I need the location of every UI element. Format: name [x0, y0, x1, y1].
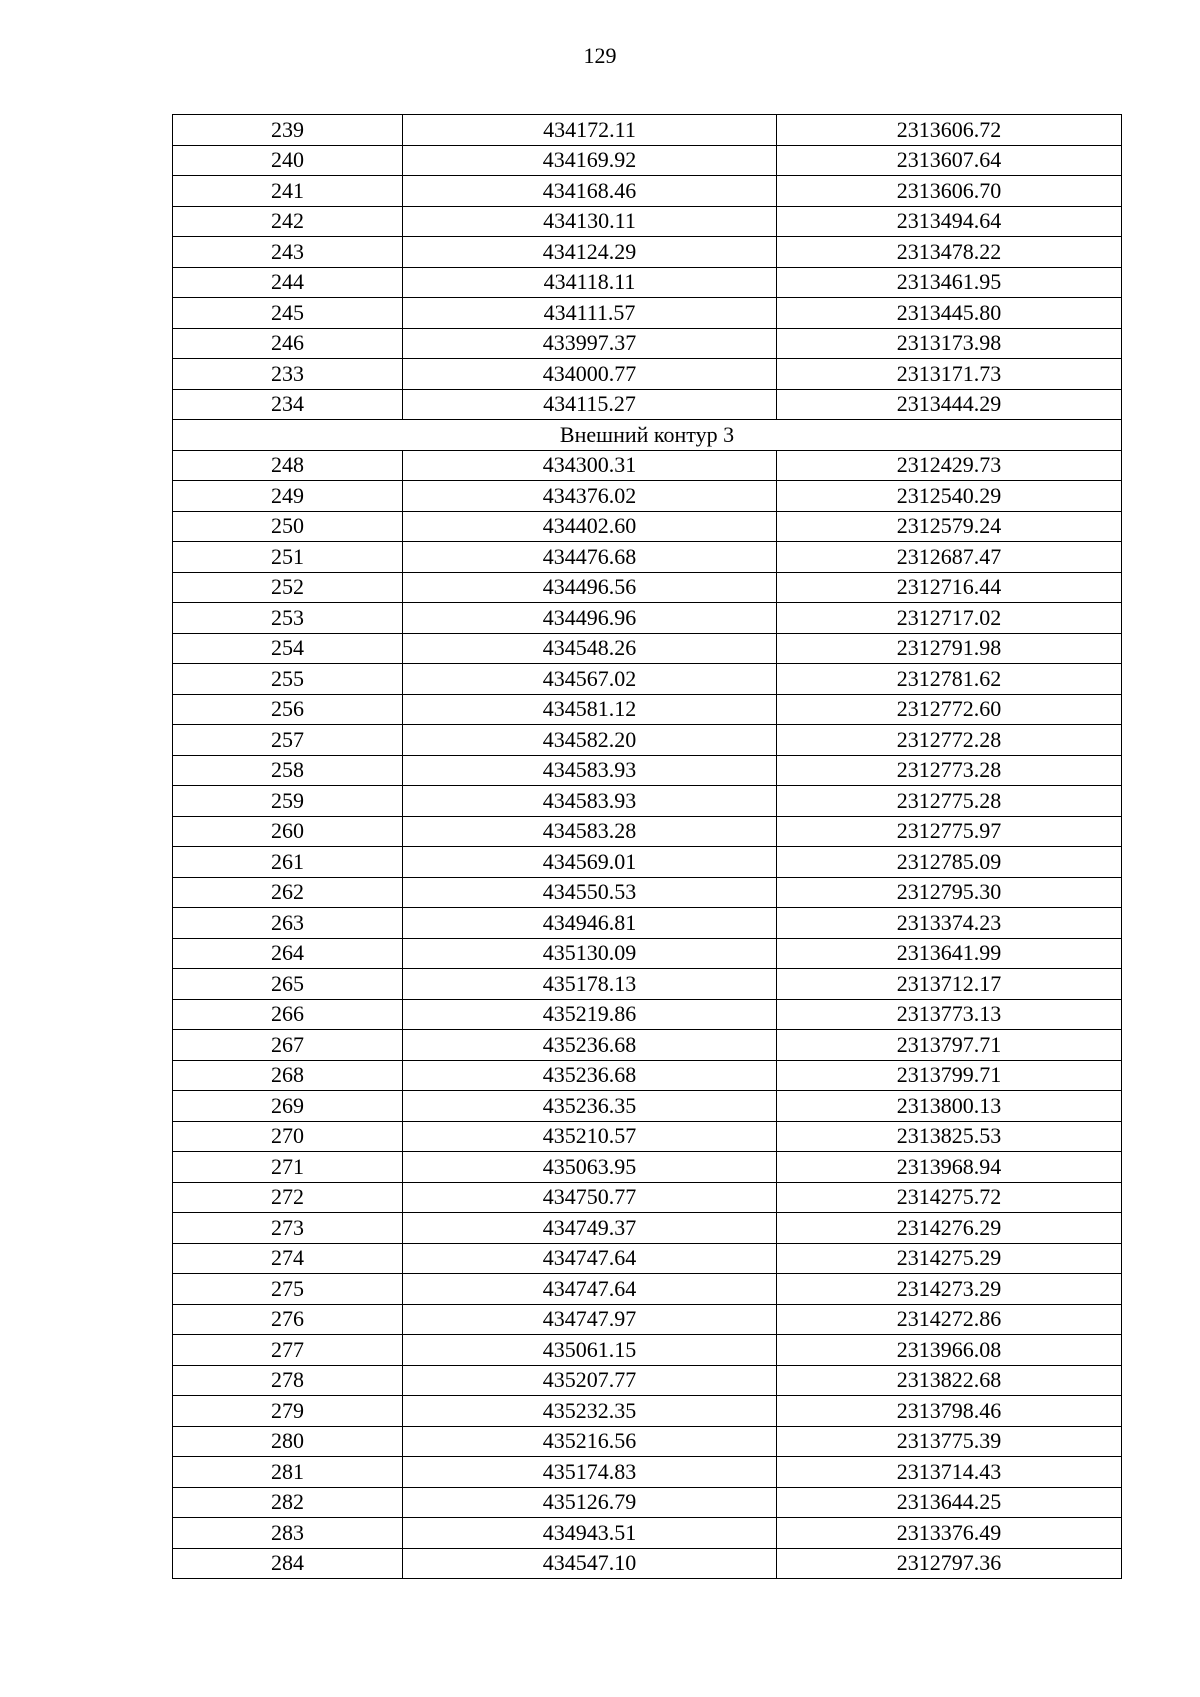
point-number-cell: 258 — [173, 755, 403, 786]
point-number-cell: 250 — [173, 511, 403, 542]
x-coordinate-cell: 434749.37 — [403, 1213, 777, 1244]
table-body-after-section — [173, 450, 1122, 1579]
x-coordinate-cell: 435126.79 — [403, 1487, 777, 1518]
table-row — [173, 145, 1122, 176]
y-coordinate-cell: 2313641.99 — [777, 938, 1122, 969]
y-coordinate-cell: 2313822.68 — [777, 1365, 1122, 1396]
table-row — [173, 816, 1122, 847]
y-coordinate-cell: 2313712.17 — [777, 969, 1122, 1000]
table-row — [173, 1335, 1122, 1366]
x-coordinate-cell: 435219.86 — [403, 999, 777, 1030]
table-row — [173, 1365, 1122, 1396]
y-coordinate-cell: 2312716.44 — [777, 572, 1122, 603]
point-number-cell: 262 — [173, 877, 403, 908]
x-coordinate-cell: 434550.53 — [403, 877, 777, 908]
point-number-cell: 266 — [173, 999, 403, 1030]
y-coordinate-cell: 2313775.39 — [777, 1426, 1122, 1457]
section-title: Внешний контур 3 — [173, 420, 1122, 451]
x-coordinate-cell: 435216.56 — [403, 1426, 777, 1457]
y-coordinate-cell: 2313171.73 — [777, 359, 1122, 390]
point-number-cell: 277 — [173, 1335, 403, 1366]
point-number-cell: 253 — [173, 603, 403, 634]
page-number: 129 — [583, 43, 617, 68]
point-number-cell: 239 — [173, 115, 403, 146]
table-row — [173, 1030, 1122, 1061]
point-number-cell: 263 — [173, 908, 403, 939]
point-number-cell: 260 — [173, 816, 403, 847]
table-row — [173, 1182, 1122, 1213]
table-row — [173, 755, 1122, 786]
point-number-cell: 242 — [173, 206, 403, 237]
table-row — [173, 1274, 1122, 1305]
point-number-cell: 249 — [173, 481, 403, 512]
table-row — [173, 237, 1122, 268]
y-coordinate-cell: 2313800.13 — [777, 1091, 1122, 1122]
point-number-cell: 271 — [173, 1152, 403, 1183]
x-coordinate-cell: 435178.13 — [403, 969, 777, 1000]
point-number-cell: 264 — [173, 938, 403, 969]
x-coordinate-cell: 434946.81 — [403, 908, 777, 939]
table-row — [173, 481, 1122, 512]
y-coordinate-cell: 2312795.30 — [777, 877, 1122, 908]
x-coordinate-cell: 435236.35 — [403, 1091, 777, 1122]
x-coordinate-cell: 434567.02 — [403, 664, 777, 695]
table-row — [173, 298, 1122, 329]
table-row — [173, 1518, 1122, 1549]
table-row — [173, 1243, 1122, 1274]
point-number-cell: 254 — [173, 633, 403, 664]
x-coordinate-cell: 434476.68 — [403, 542, 777, 573]
coordinates-table — [172, 114, 1122, 1579]
table-row — [173, 1152, 1122, 1183]
x-coordinate-cell: 434582.20 — [403, 725, 777, 756]
x-coordinate-cell: 435063.95 — [403, 1152, 777, 1183]
x-coordinate-cell: 434169.92 — [403, 145, 777, 176]
y-coordinate-cell: 2312797.36 — [777, 1548, 1122, 1579]
point-number-cell: 256 — [173, 694, 403, 725]
x-coordinate-cell: 434583.93 — [403, 786, 777, 817]
point-number-cell: 283 — [173, 1518, 403, 1549]
x-coordinate-cell: 435174.83 — [403, 1457, 777, 1488]
table-row — [173, 359, 1122, 390]
point-number-cell: 272 — [173, 1182, 403, 1213]
x-coordinate-cell: 434300.31 — [403, 450, 777, 481]
table-row — [173, 938, 1122, 969]
point-number-cell: 278 — [173, 1365, 403, 1396]
y-coordinate-cell: 2314275.29 — [777, 1243, 1122, 1274]
table-row — [173, 1091, 1122, 1122]
y-coordinate-cell: 2313607.64 — [777, 145, 1122, 176]
point-number-cell: 257 — [173, 725, 403, 756]
point-number-cell: 276 — [173, 1304, 403, 1335]
table-row — [173, 115, 1122, 146]
point-number-cell: 244 — [173, 267, 403, 298]
point-number-cell: 274 — [173, 1243, 403, 1274]
table-row — [173, 206, 1122, 237]
x-coordinate-cell: 434750.77 — [403, 1182, 777, 1213]
point-number-cell: 241 — [173, 176, 403, 207]
point-number-cell: 259 — [173, 786, 403, 817]
y-coordinate-cell: 2312773.28 — [777, 755, 1122, 786]
table-row — [173, 969, 1122, 1000]
point-number-cell: 261 — [173, 847, 403, 878]
x-coordinate-cell: 434376.02 — [403, 481, 777, 512]
table-row — [173, 999, 1122, 1030]
table-row — [173, 1396, 1122, 1427]
point-number-cell: 281 — [173, 1457, 403, 1488]
point-number-cell: 251 — [173, 542, 403, 573]
x-coordinate-cell: 434548.26 — [403, 633, 777, 664]
point-number-cell: 252 — [173, 572, 403, 603]
y-coordinate-cell: 2313798.46 — [777, 1396, 1122, 1427]
y-coordinate-cell: 2312785.09 — [777, 847, 1122, 878]
point-number-cell: 284 — [173, 1548, 403, 1579]
x-coordinate-cell: 435130.09 — [403, 938, 777, 969]
point-number-cell: 270 — [173, 1121, 403, 1152]
y-coordinate-cell: 2313714.43 — [777, 1457, 1122, 1488]
y-coordinate-cell: 2313374.23 — [777, 908, 1122, 939]
y-coordinate-cell: 2313797.71 — [777, 1030, 1122, 1061]
y-coordinate-cell: 2314272.86 — [777, 1304, 1122, 1335]
x-coordinate-cell: 434124.29 — [403, 237, 777, 268]
table-row — [173, 511, 1122, 542]
point-number-cell: 279 — [173, 1396, 403, 1427]
table-section-header-body — [173, 420, 1122, 451]
y-coordinate-cell: 2313376.49 — [777, 1518, 1122, 1549]
y-coordinate-cell: 2313644.25 — [777, 1487, 1122, 1518]
table-row — [173, 1121, 1122, 1152]
x-coordinate-cell: 435236.68 — [403, 1060, 777, 1091]
x-coordinate-cell: 435232.35 — [403, 1396, 777, 1427]
table-row — [173, 1213, 1122, 1244]
y-coordinate-cell: 2313444.29 — [777, 389, 1122, 420]
point-number-cell: 282 — [173, 1487, 403, 1518]
table-row — [173, 786, 1122, 817]
table-row — [173, 633, 1122, 664]
section-header-row — [173, 420, 1122, 451]
point-number-cell: 233 — [173, 359, 403, 390]
x-coordinate-cell: 434402.60 — [403, 511, 777, 542]
x-coordinate-cell: 435061.15 — [403, 1335, 777, 1366]
y-coordinate-cell: 2313773.13 — [777, 999, 1122, 1030]
table-row — [173, 389, 1122, 420]
x-coordinate-cell: 434496.56 — [403, 572, 777, 603]
point-number-cell: 273 — [173, 1213, 403, 1244]
point-number-cell: 246 — [173, 328, 403, 359]
y-coordinate-cell: 2312775.97 — [777, 816, 1122, 847]
y-coordinate-cell: 2313606.72 — [777, 115, 1122, 146]
x-coordinate-cell: 434115.27 — [403, 389, 777, 420]
y-coordinate-cell: 2313968.94 — [777, 1152, 1122, 1183]
y-coordinate-cell: 2312540.29 — [777, 481, 1122, 512]
x-coordinate-cell: 434000.77 — [403, 359, 777, 390]
y-coordinate-cell: 2313461.95 — [777, 267, 1122, 298]
table-row — [173, 908, 1122, 939]
table-row — [173, 1457, 1122, 1488]
x-coordinate-cell: 433997.37 — [403, 328, 777, 359]
table-row — [173, 877, 1122, 908]
y-coordinate-cell: 2313799.71 — [777, 1060, 1122, 1091]
x-coordinate-cell: 434496.96 — [403, 603, 777, 634]
table-row — [173, 1304, 1122, 1335]
point-number-cell: 240 — [173, 145, 403, 176]
point-number-cell: 245 — [173, 298, 403, 329]
table-body-before-section — [173, 115, 1122, 420]
table-row — [173, 1548, 1122, 1579]
point-number-cell: 268 — [173, 1060, 403, 1091]
x-coordinate-cell: 434168.46 — [403, 176, 777, 207]
y-coordinate-cell: 2312429.73 — [777, 450, 1122, 481]
table-row — [173, 1060, 1122, 1091]
table-row — [173, 450, 1122, 481]
x-coordinate-cell: 434569.01 — [403, 847, 777, 878]
x-coordinate-cell: 434747.97 — [403, 1304, 777, 1335]
x-coordinate-cell: 434118.11 — [403, 267, 777, 298]
y-coordinate-cell: 2313966.08 — [777, 1335, 1122, 1366]
table-row — [173, 542, 1122, 573]
y-coordinate-cell: 2313445.80 — [777, 298, 1122, 329]
y-coordinate-cell: 2312772.28 — [777, 725, 1122, 756]
table-row — [173, 176, 1122, 207]
table-row — [173, 603, 1122, 634]
point-number-cell: 275 — [173, 1274, 403, 1305]
table-row — [173, 694, 1122, 725]
y-coordinate-cell: 2312791.98 — [777, 633, 1122, 664]
y-coordinate-cell: 2312775.28 — [777, 786, 1122, 817]
y-coordinate-cell: 2313606.70 — [777, 176, 1122, 207]
x-coordinate-cell: 434172.11 — [403, 115, 777, 146]
y-coordinate-cell: 2314275.72 — [777, 1182, 1122, 1213]
table-row — [173, 1426, 1122, 1457]
y-coordinate-cell: 2313494.64 — [777, 206, 1122, 237]
x-coordinate-cell: 434581.12 — [403, 694, 777, 725]
table-row — [173, 725, 1122, 756]
y-coordinate-cell: 2314276.29 — [777, 1213, 1122, 1244]
x-coordinate-cell: 435207.77 — [403, 1365, 777, 1396]
point-number-cell: 248 — [173, 450, 403, 481]
y-coordinate-cell: 2313825.53 — [777, 1121, 1122, 1152]
table-row — [173, 328, 1122, 359]
point-number-cell: 269 — [173, 1091, 403, 1122]
y-coordinate-cell: 2313173.98 — [777, 328, 1122, 359]
table-row — [173, 664, 1122, 695]
point-number-cell: 280 — [173, 1426, 403, 1457]
x-coordinate-cell: 434943.51 — [403, 1518, 777, 1549]
table-row — [173, 847, 1122, 878]
table-row — [173, 1487, 1122, 1518]
y-coordinate-cell: 2312781.62 — [777, 664, 1122, 695]
y-coordinate-cell: 2312687.47 — [777, 542, 1122, 573]
x-coordinate-cell: 435210.57 — [403, 1121, 777, 1152]
x-coordinate-cell: 434111.57 — [403, 298, 777, 329]
x-coordinate-cell: 434583.28 — [403, 816, 777, 847]
x-coordinate-cell: 434747.64 — [403, 1274, 777, 1305]
x-coordinate-cell: 434547.10 — [403, 1548, 777, 1579]
y-coordinate-cell: 2313478.22 — [777, 237, 1122, 268]
y-coordinate-cell: 2314273.29 — [777, 1274, 1122, 1305]
point-number-cell: 265 — [173, 969, 403, 1000]
point-number-cell: 267 — [173, 1030, 403, 1061]
y-coordinate-cell: 2312717.02 — [777, 603, 1122, 634]
table-row — [173, 572, 1122, 603]
x-coordinate-cell: 434583.93 — [403, 755, 777, 786]
x-coordinate-cell: 434747.64 — [403, 1243, 777, 1274]
table-row — [173, 267, 1122, 298]
point-number-cell: 243 — [173, 237, 403, 268]
y-coordinate-cell: 2312579.24 — [777, 511, 1122, 542]
x-coordinate-cell: 434130.11 — [403, 206, 777, 237]
x-coordinate-cell: 435236.68 — [403, 1030, 777, 1061]
point-number-cell: 255 — [173, 664, 403, 695]
point-number-cell: 234 — [173, 389, 403, 420]
y-coordinate-cell: 2312772.60 — [777, 694, 1122, 725]
